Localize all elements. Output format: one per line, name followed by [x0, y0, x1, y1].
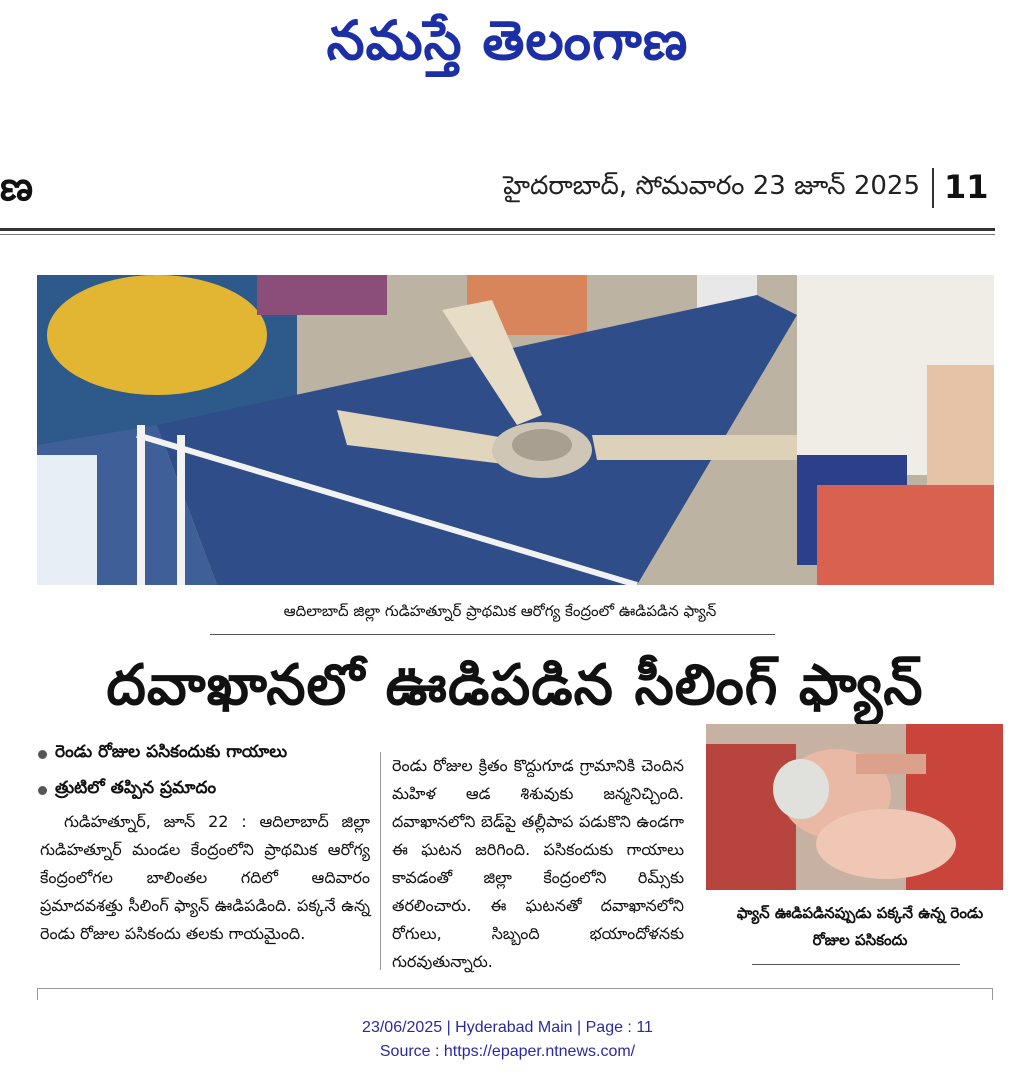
- page-separator: [932, 168, 934, 208]
- caption-rule: [210, 634, 775, 635]
- header-rule-thin: [0, 234, 995, 235]
- page-number: 11: [944, 168, 989, 206]
- bullet-dot-icon: [38, 786, 47, 795]
- article-box-border: [37, 988, 993, 989]
- caption-rule: [752, 964, 960, 965]
- cropped-title-fragment: ణ: [0, 164, 34, 210]
- footer-source-line: Source : https://epaper.ntnews.com/: [379, 1043, 636, 1060]
- header-rule: [0, 228, 995, 231]
- article-headline: దవాఖానలో ఊడిపడిన సీలింగ్ ఫ్యాన్: [106, 653, 924, 718]
- footer-edition-line: 23/06/2025 | Hyderabad Main | Page : 11: [362, 1019, 653, 1036]
- infant-photo-caption: ఫ్యాన్ ఊడిపడినప్పుడు పక్కనే ఉన్న రెండు రోజుల పసికందు: [736, 904, 984, 949]
- bullet-text: రెండు రోజుల పసికందుకు గాయాలు: [55, 742, 288, 762]
- infant-photo: [706, 724, 1003, 890]
- photo-caption: ఆదిలాబాద్ జిల్లా గుడిహత్నూర్ ప్రాథమిక ఆరోగ్య కేంద్రంలో ఊడిపడిన ఫ్యాన్: [283, 602, 717, 620]
- column-rule: [380, 752, 381, 970]
- article-column-2: రెండు రోజుల క్రితం కొద్దుగూడ గ్రామానికి చెందిన మహిళ ఆడ శిశువుకు జన్మనిచ్చింది. దవాఖానలోని బెడ్‌పై తల్లీపాప పడుకొని ఉండగా ఈ ఘటన జరిగింది. పసికందుకు గాయాలు కావడంతో జిల్లా కేంద్రంలోని రిమ్స్‌కు తరలించారు. ఈ ఘటనతో దవాఖానలోని రోగులు, సిబ్బంది భయాందోళనకు గురవుతున్నారు.: [392, 756, 684, 971]
- fallen-fan-photo: [37, 275, 994, 585]
- page-footer: [0, 1016, 1015, 1064]
- dateline: హైదరాబాద్, సోమవారం 23 జూన్ 2025: [503, 171, 920, 201]
- newspaper-masthead: నమస్తే తెలంగాణ: [326, 9, 689, 72]
- article-box-border: [37, 988, 38, 1000]
- article-box-border: [992, 988, 993, 1000]
- bullet-item: [38, 772, 378, 808]
- bullet-text: త్రుటిలో తప్పిన ప్రమాదం: [55, 778, 217, 798]
- article-column-1: గుడిహత్నూర్, జూన్ 22 : ఆదిలాబాద్ జిల్లా గుడిహత్నూర్ మండల కేంద్రంలోని ప్రాథమిక ఆరోగ్య కేంద్రంలోగల బాలింతల గదిలో ఆదివారం ప్రమాదవశత్తు సీలింగ్ ఫ్యాన్ ఊడిపడింది. పక్కనే ఉన్న రెండు రోజుల పసికందు తలకు గాయమైంది.: [40, 812, 370, 943]
- bullet-dot-icon: [38, 750, 47, 759]
- summary-bullets: [38, 736, 378, 808]
- bullet-item: [38, 736, 378, 772]
